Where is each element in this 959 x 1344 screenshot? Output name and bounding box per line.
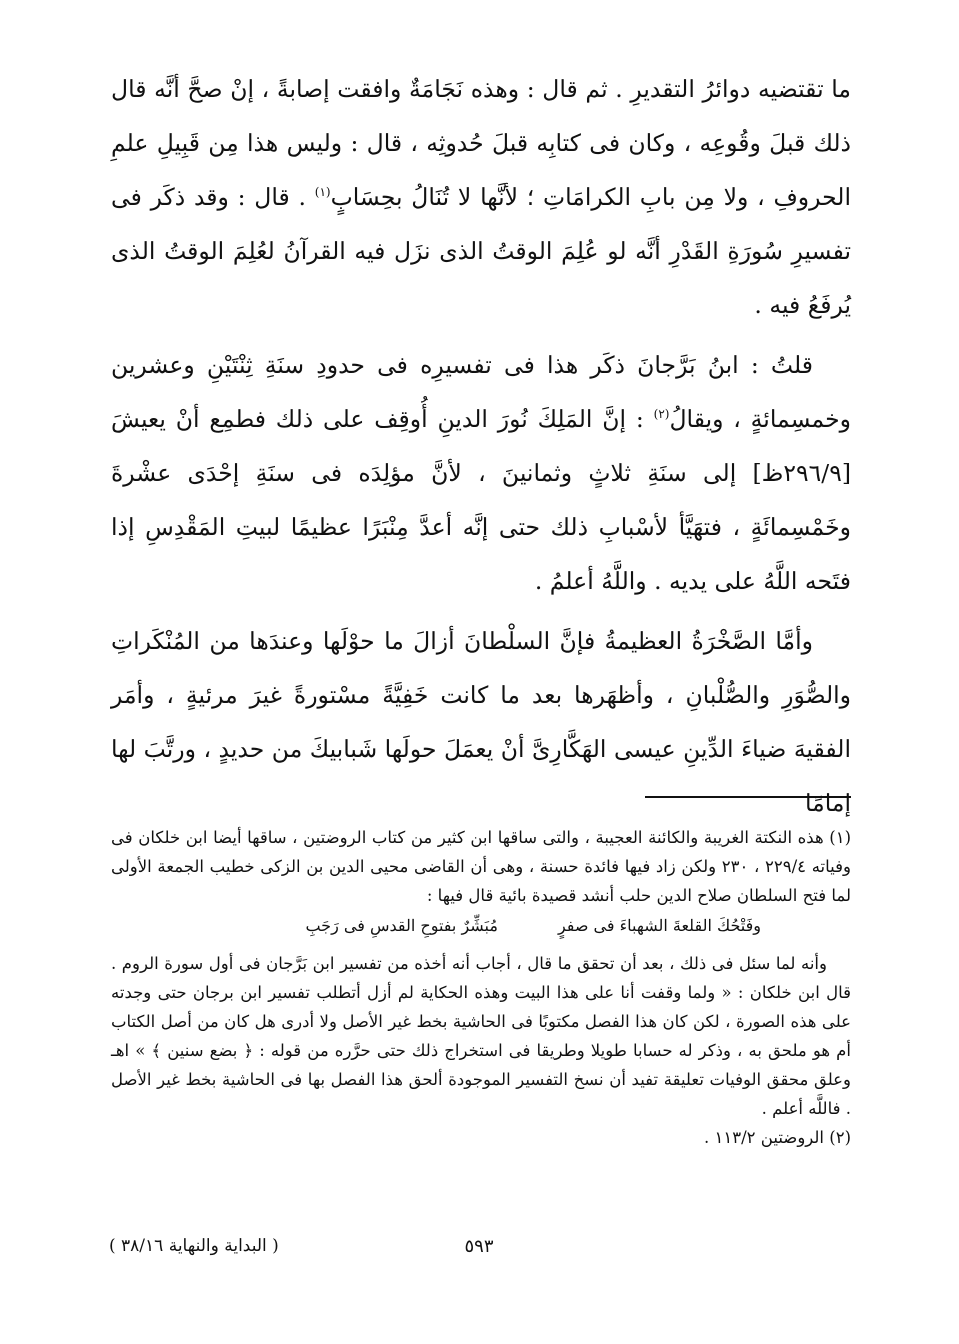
paragraph-2-text-b: : إنَّ المَلِكَ نُورَ الدينِ أُوقِف على ذلك فطمِع أنْ يعيشَ [٢٩٦/٩ظ] إلى سنَةِ ثلاثٍ وثمانينَ ، لأنَّ مؤلِدَه فى سنَةِ إحْدَى عشْرةَ وخَمْسِمائَةٍ ، فتهَيَّأ لأسْبابِ ذلك حتى إنَّه أعدَّ مِنْبَرًا عظيمًا لبيتِ المَقْدِسِ إذا فتَحه اللَّهُ على يديه . واللَّهُ أعلمُ .	[111, 405, 851, 595]
verse-second-hemistich: مُبَشِّرٌ بفتوحِ القدسِ فى رَجَبِ	[305, 916, 498, 935]
paragraph-1-text-b: . قال : وقد ذكَر فى تفسيرِ سُورَةِ القَدْرِ أنَّه لو عُلِمَ الوقتُ الذى نزَل فيه القرآنُ لعُلِمَ الوقتُ الذى يُرفَعُ فيه .	[111, 183, 851, 319]
paragraph-3: وأمَّا الصَّخْرَةُ العظيمةُ فإنَّ السلْطانَ أزالَ ما حوْلَها وعندَها من المُنْكَراتِ والصُّوَرِ والصُّلْبانِ ، وأظهَرها بعد ما كانت خَفِيَّةً مسْتورةً غيرَ مرئيةٍ ، وأمَر الفقيهَ ضياءَ الدِّينِ عيسى الهَكَّارِىَّ أنْ يعمَلَ حولَها شَبابيكَ من حديدٍ ، ورتَّبَ لها إمامًا	[111, 627, 851, 817]
footnote-2: (٢) الروضتين ١١٣/٢ .	[704, 1128, 851, 1147]
paragraph-2-text-a: قلتُ : ابنُ بَرَّجانَ ذكَر هذا فى تفسيرِه فى حدودِ سنَةِ ثِنْتَيْنِ وعشرين وخمسِمائةٍ ، ويقالُ	[111, 351, 851, 433]
paragraph-1-text-a: ما تقتضيه دوائرُ التقديرِ . ثم قال : وهذه نَجَامَةٌ وافقت إصابةً ، إنْ صحَّ أنَّه قال ذلك قبلَ وقُوعِه ، وكان فى كتابِه قبلَ حُدوثِه ، قال : وليس هذا مِن قَبِيلِ علمِ الحروفِ ، ولا مِن بابِ الكرامَاتِ ؛ لأنَّها لا تُنَالُ بحِسَابٍ	[111, 75, 851, 211]
verse-first-hemistich: وفَتْحُكَ القلعةَ الشهباءَ فى صفرٍ	[557, 916, 761, 935]
footnote-1-intro: (١) هذه النكتة الغريبة والكائنة العجيبة ، والتى ساقها ابن كثير من كتاب الروضتين ، ساقها أيضا ابن خلكان فى وفياته ٢٢٩/٤ ، ٢٣٠ ولكن زاد فيها فائدة حسنة ، وهى أن القاضى محيى الدين بن الزكى خطيب الجمعة الأولى لما فتح السلطان صلاح الدين حلب أنشد قصيدة بائية قال فيها :	[111, 828, 851, 905]
footnote-marker-1: (١)	[314, 185, 331, 200]
paragraph-2	[111, 338, 851, 608]
page-number: ٥٩٣	[464, 1236, 494, 1257]
footnote-1-continuation: وأنه لما سئل فى ذلك ، بعد أن تحقق ما قال ، أجاب أنه أخذه من تفسير ابن بَرَّجان فى أول سورة الروم . قال ابن خلكان : « ولما وقفت أنا على هذا البيت وهذه الحكاية لم أزل أتطلب تفسير ابن برجان حتى وجدته على هذه الصورة ، لكن كان هذا الفصل مكتوبًا فى الحاشية بخط غير الأصل ولا أدرى هل كان من أصل الكتاب أم هو ملحق به ، وذكر له حسابا طويلا وطريقا فى استخراج ذلك حتى حرَّره من قوله : ﴿ بضع سنين ﴾ » اهـ وعلق محقق الوفيات تعليقة تفيد أن نسخ التفسير الموجودة ألحق هذا الفصل بها فى الحاشية بخط غير الأصل . فاللَّه أعلم .	[111, 954, 851, 1118]
paragraph-1	[111, 62, 851, 332]
footnote-divider	[645, 796, 851, 798]
page-footer	[109, 1236, 849, 1266]
source-reference: ( البداية والنهاية ٣٨/١٦ )	[109, 1236, 279, 1256]
poem-verse	[111, 910, 851, 941]
footnotes	[111, 823, 851, 1152]
footnote-marker-2: (٢)	[653, 407, 670, 422]
main-text	[111, 62, 851, 830]
